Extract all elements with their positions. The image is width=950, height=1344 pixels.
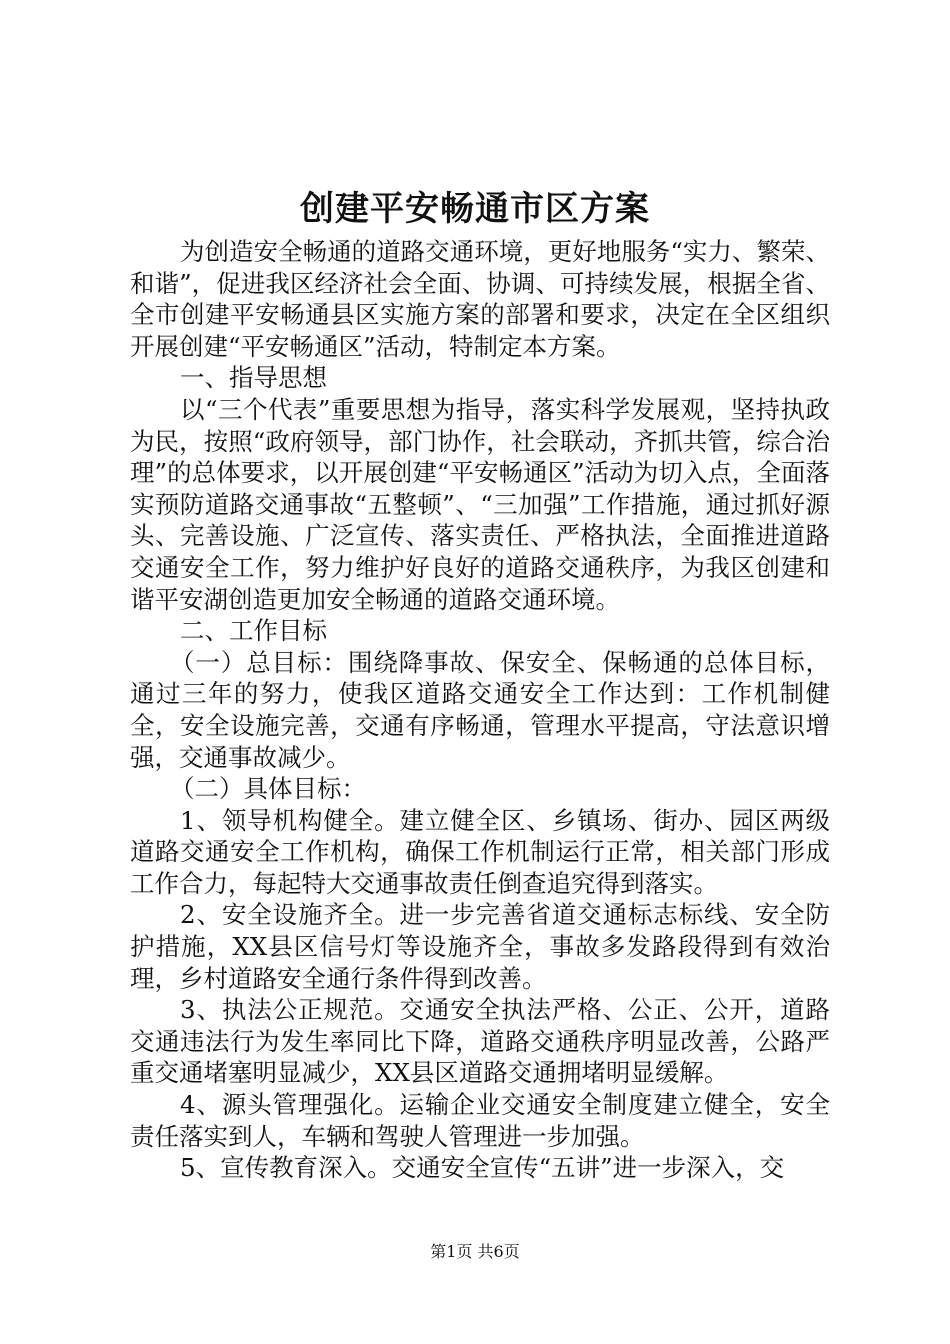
section-heading-guiding-ideology: 一、指导思想: [180, 363, 327, 393]
goal-item-1: 1、领导机构健全。建立健全区、乡镇场、街办、园区两级道路交通安全工作机构，确保工作机制运行正常，相关部门形成工作合力，每起特大交通事故责任倒查追究得到落实。: [130, 805, 830, 898]
goal-item-2: 2、安全设施齐全。进一步完善省道交通标志标线、安全防护措施，XX县区信号灯等设施齐全，事故多发路段得到有效治理，乡村道路安全通行条件得到改善。: [130, 900, 830, 993]
section-heading-work-goals: 二、工作目标: [180, 616, 327, 646]
goal-item-5: 5、宣传教育深入。交通安全宣传“五讲”进一步深入，交: [180, 1153, 785, 1183]
guiding-ideology-paragraph: 以“三个代表”重要思想为指导，落实科学发展观，坚持执政为民，按照“政府领导，部门协作，社会联动，齐抓共管，综合治理”的总体要求，以开展创建“平安畅通区”活动为切入点，全面落实预防道路交通事故“五整顿”、“三加强”工作措施，通过抓好源头、完善设施、广泛宣传、落实责任、严格执法，全面推进道路交通安全工作，努力维护好良好的道路交通秩序，为我区创建和谐平安湖创造更加安全畅通的道路交通环境。: [130, 394, 830, 614]
intro-paragraph: 为创造安全畅通的道路交通环境，更好地服务“实力、繁荣、和谐”，促进我区经济社会全面、协调、可持续发展，根据全省、全市创建平安畅通县区实施方案的部署和要求，决定在全区组织开展创建“平安畅通区”活动，特制定本方案。: [130, 237, 830, 361]
overall-goal-paragraph: （一）总目标：围绕降事故、保安全、保畅通的总体目标，通过三年的努力，使我区道路交通安全工作达到：工作机制健全，安全设施完善，交通有序畅通，管理水平提高，守法意识增强，交通事故减少。: [130, 647, 830, 772]
goal-item-3: 3、执法公正规范。交通安全执法严格、公正、公开，道路交通违法行为发生率同比下降，道路交通秩序明显改善，公路严重交通堵塞明显减少，XX县区道路交通拥堵明显缓解。: [130, 995, 830, 1088]
page-footer: 第1页 共6页: [430, 1242, 520, 1261]
goal-item-4: 4、源头管理强化。运输企业交通安全制度建立健全，安全责任落实到人，车辆和驾驶人管理进一步加强。: [130, 1090, 830, 1151]
specific-goals-heading: （二）具体目标：: [170, 774, 366, 804]
document-title: 创建平安畅通市区方案: [300, 189, 650, 229]
document-body: [130, 236, 830, 1184]
